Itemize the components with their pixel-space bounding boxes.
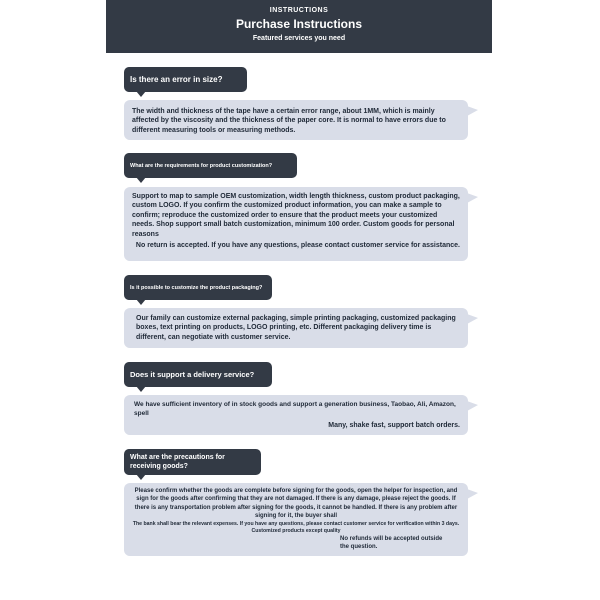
question-text: Is it possible to customize the product packaging? xyxy=(130,284,263,291)
bubble-tail xyxy=(467,489,478,499)
question-text-line1: What are the precautions for xyxy=(130,454,225,461)
answer-tail-line2: the question. xyxy=(340,544,378,551)
bubble-tail xyxy=(136,386,146,392)
answer-small-text: The bank shall bear the relevant expenses. If you have any questions, please contact customer service for verification within 3 days. Customized products except quality xyxy=(132,520,460,534)
answer-bubble-receiving xyxy=(124,483,468,556)
bubble-tail xyxy=(136,299,146,305)
answer-tail-text: Many, shake fast, support batch orders. xyxy=(328,421,460,429)
question-bubble-customization xyxy=(124,153,297,178)
bubble-tail xyxy=(136,91,146,97)
question-bubble-size-error xyxy=(124,67,247,92)
header-banner xyxy=(106,0,492,53)
answer-bubble-packaging xyxy=(124,308,468,348)
answer-tail-text: No return is accepted. If you have any questions, please contact customer service for assistance. xyxy=(135,242,460,250)
instructions-page xyxy=(106,0,492,600)
bubble-tail xyxy=(136,177,146,183)
header-kicker: INSTRUCTIONS xyxy=(269,7,329,14)
bubble-tail xyxy=(467,314,478,324)
question-text: Is there an error in size? xyxy=(130,75,223,84)
question-bubble-receiving xyxy=(124,449,261,475)
page-subtitle: Featured services you need xyxy=(252,35,346,42)
answer-bubble-delivery xyxy=(124,395,468,435)
question-text: What are the requirements for product customization? xyxy=(130,162,273,169)
answer-text: The width and thickness of the tape have a certain error range, about 1MM, which is mainly affected by the viscosity and the thickness of the paper core. It is normal to have errors due to different measuring tools or measuring methods. xyxy=(132,108,446,134)
bubble-tail xyxy=(136,474,146,480)
page-title: Purchase Instructions xyxy=(235,17,363,31)
answer-bubble-size-error xyxy=(124,100,468,140)
answer-text: Please confirm whether the goods are complete before signing for the goods, open the helper for inspection, and sign for the goods after confirming that they are not damaged. If there is any damage, please reject the goods. If there is any transportation problem after signing for the goods, it cannot be handled. If there is any problem after signing for it, the buyer shall xyxy=(134,488,458,520)
question-bubble-packaging xyxy=(124,275,272,300)
bubble-tail xyxy=(467,106,478,116)
answer-text: We have sufficient inventory of in stock goods and support a generation business, Taobao, Ali, Amazon, spell xyxy=(134,401,456,418)
answer-bubble-customization xyxy=(124,187,468,261)
question-bubble-delivery xyxy=(124,362,272,387)
answer-text: Support to map to sample OEM customization, width length thickness, custom product packaging, custom LOGO. If you confirm the customized product information, you can make a sample to confirm; reproduce the customized order to ensure that the product meets your customized needs. Shop support small batch customization, minimum 100 order. Custom goods for personal reasons xyxy=(132,193,460,238)
bubble-tail xyxy=(467,401,478,411)
answer-text: Our family can customize external packaging, simple printing packaging, customized packaging boxes, text printing on products, LOGO printing, etc. Different packaging delivery time is different, can negotiate with customer service. xyxy=(136,315,456,341)
answer-tail-line1: No refunds will be accepted outside xyxy=(340,535,443,542)
question-text: Does it support a delivery service? xyxy=(130,370,255,379)
question-text-line2: receiving goods? xyxy=(130,463,188,470)
bubble-tail xyxy=(467,193,478,203)
